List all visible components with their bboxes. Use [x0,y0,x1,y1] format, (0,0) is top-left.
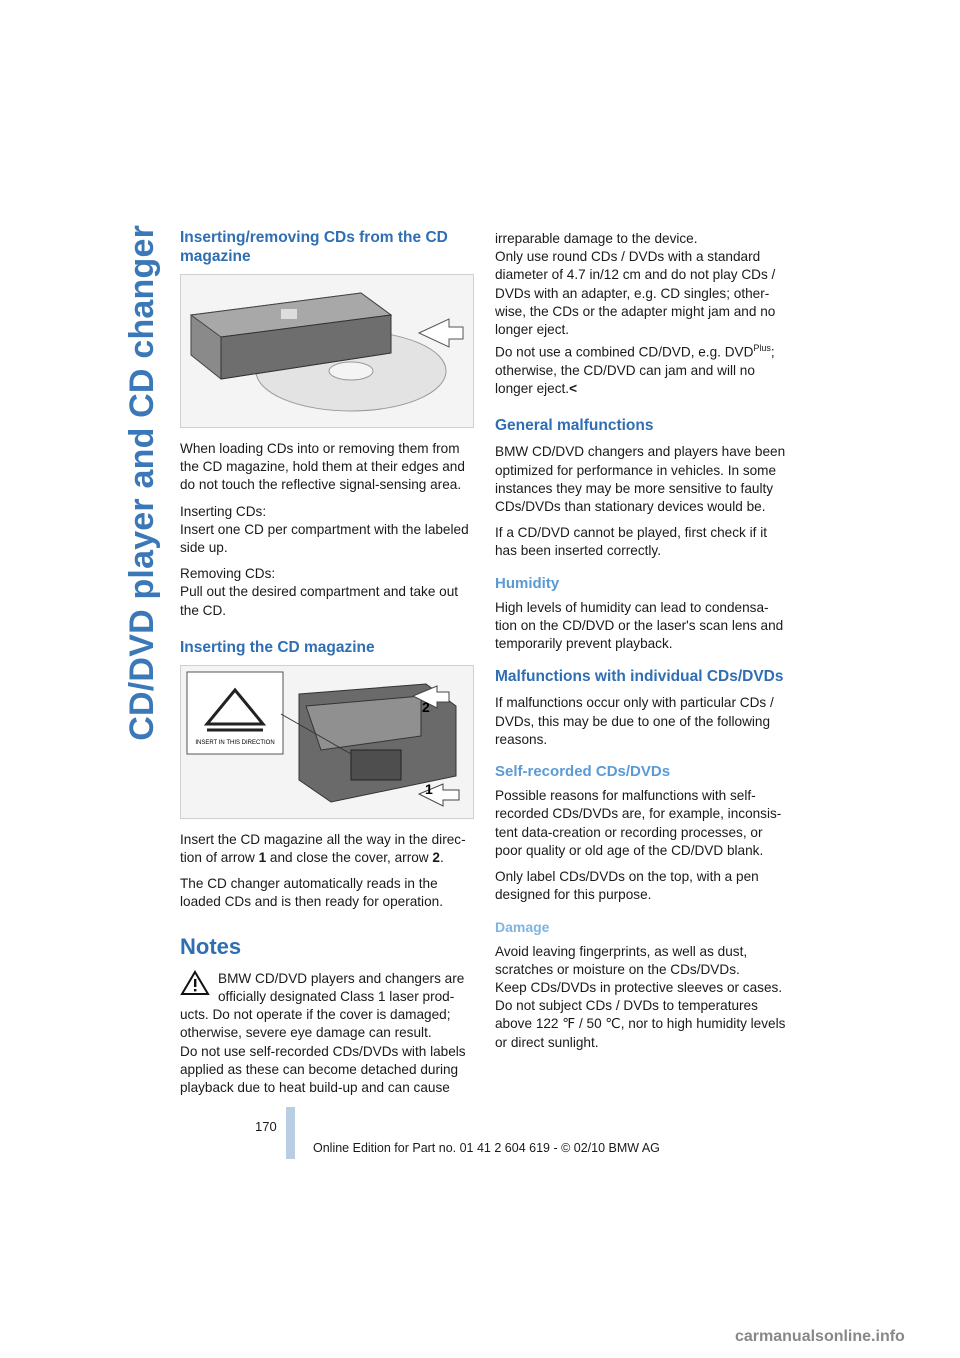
figure-arrow-1: 1 [425,780,433,797]
continued-a: irreparable damage to the device. [495,231,698,246]
edition-footer: Online Edition for Part no. 01 41 2 604 619 - © 02/10 BMW AG [313,1141,660,1155]
heading-inserting-removing: Inserting/removing CDs from the CD magazine [180,229,448,265]
heading-humidity: Humidity [495,574,560,592]
removing-text: Pull out the desired compartment and take out the CD. [180,584,459,618]
insert-text-a: Insert the CD magazine all the way in the direc-tion of arrow [180,831,466,866]
damage-c: Do not subject CDs / DVDs to temperatures above 122 ℉ / 50 ℃, nor to high humidity levels or direct sunlight. [495,998,786,1050]
end-mark: < [569,381,578,397]
warning-block [180,968,472,1097]
footer-accent-bar [286,1107,295,1159]
arrow-2-ref: 2 [432,850,440,866]
right-column [495,230,787,1060]
insert-text-c: . [439,850,444,866]
cd-magazine-illustration [181,275,473,427]
heading-notes: Notes [180,933,242,959]
chapter-title-text: CD/DVD player and CD changer [122,225,161,741]
paragraph-changer: The CD changer automatically reads in the loaded CDs and is then ready for operation. [180,876,443,910]
paragraph-insert-magazine [180,831,472,867]
paragraph-inserting [180,503,472,558]
inserting-text: Insert one CD per compartment with the labeled side up. [180,521,469,556]
figure-arrow-2: 2 [422,698,430,715]
continued-c-sup: Plus [753,343,771,354]
chapter-side-title [122,225,162,1065]
insert-direction-label: INSERT IN THIS DIRECTION [195,739,275,746]
watermark: carmanualsonline.info [735,1328,905,1345]
removing-label: Removing CDs: [180,566,276,582]
arrow-1-ref: 1 [258,850,267,866]
figure-cd-magazine [180,274,474,428]
paragraph-self-recorded-2: Only label CDs/DVDs on the top, with a pen designed for this purpose. [495,869,759,903]
continued-c-pre: Do not use a combined CD/DVD, e.g. DVD [495,344,754,360]
page-number: 170 [255,1119,277,1134]
damage-b: Keep CDs/DVDs in protective sleeves or cases. [495,980,783,996]
warning-text-a: BMW CD/DVD players and changers are officially designated Class 1 laser prod-ucts. Do not operate if the cover is damaged; otherwise, severe eye damage can result. [180,970,465,1041]
warning-triangle-icon [180,970,210,996]
paragraph-individual: If malfunctions occur only with particular CDs / DVDs, this may be due to one of the following reasons. [495,695,774,747]
heading-inserting-magazine: Inserting the CD magazine [180,638,375,656]
inserting-label: Inserting CDs: [180,503,267,519]
paragraph-general-1: BMW CD/DVD changers and players have been optimized for performance in vehicles. In some instances they may be more sensitive to faulty CDs/DVDs than stationary devices would be. [495,444,786,514]
heading-self-recorded: Self-recorded CDs/DVDs [495,763,671,780]
paragraph-continued [495,230,787,398]
paragraph-damage [495,943,787,1052]
paragraph-humidity: High levels of humidity can lead to condensa-tion on the CD/DVD or the laser's scan lens and temporarily prevent playback. [495,599,784,652]
insert-magazine-illustration [181,666,473,818]
continued-c-post: ; otherwise, the CD/DVD can jam and will no longer eject. [495,344,775,397]
paragraph-removing [180,565,472,620]
paragraph-general-2: If a CD/DVD cannot be played, first check if it has been inserted correctly. [495,525,767,559]
left-column [180,228,472,1105]
continued-b: Only use round CDs / DVDs with a standard diameter of 4.7 in/12 cm and do not play CDs / DVDs with an adapter, e.g. CD singles; other-wise, the CDs or the adapter might jam and no longer eject. [495,249,776,338]
paragraph-loading: When loading CDs into or removing them from the CD magazine, hold them at their edges and do not touch the reflective signal-sensing area. [180,441,465,493]
damage-a: Avoid leaving fingerprints, as well as dust, scratches or moisture on the CDs/DVDs. [495,943,748,977]
heading-damage: Damage [495,919,550,936]
heading-general-malfunctions: General malfunctions [495,417,654,435]
heading-individual-malfunctions: Malfunctions with individual CDs/DVDs [495,668,784,686]
insert-text-b: and close the cover, arrow [266,850,433,866]
figure-insert-magazine [180,665,474,819]
warning-text-b: Do not use self-recorded CDs/DVDs with labels applied as these can become detached during playback due to heat build-up and can cause [180,1043,466,1096]
paragraph-self-recorded-1: Possible reasons for malfunctions with self-recorded CDs/DVDs are, for example, inconsis-tent data-creation or recording processes, or poor quality or old age of the CD/DVD blank. [495,788,782,858]
